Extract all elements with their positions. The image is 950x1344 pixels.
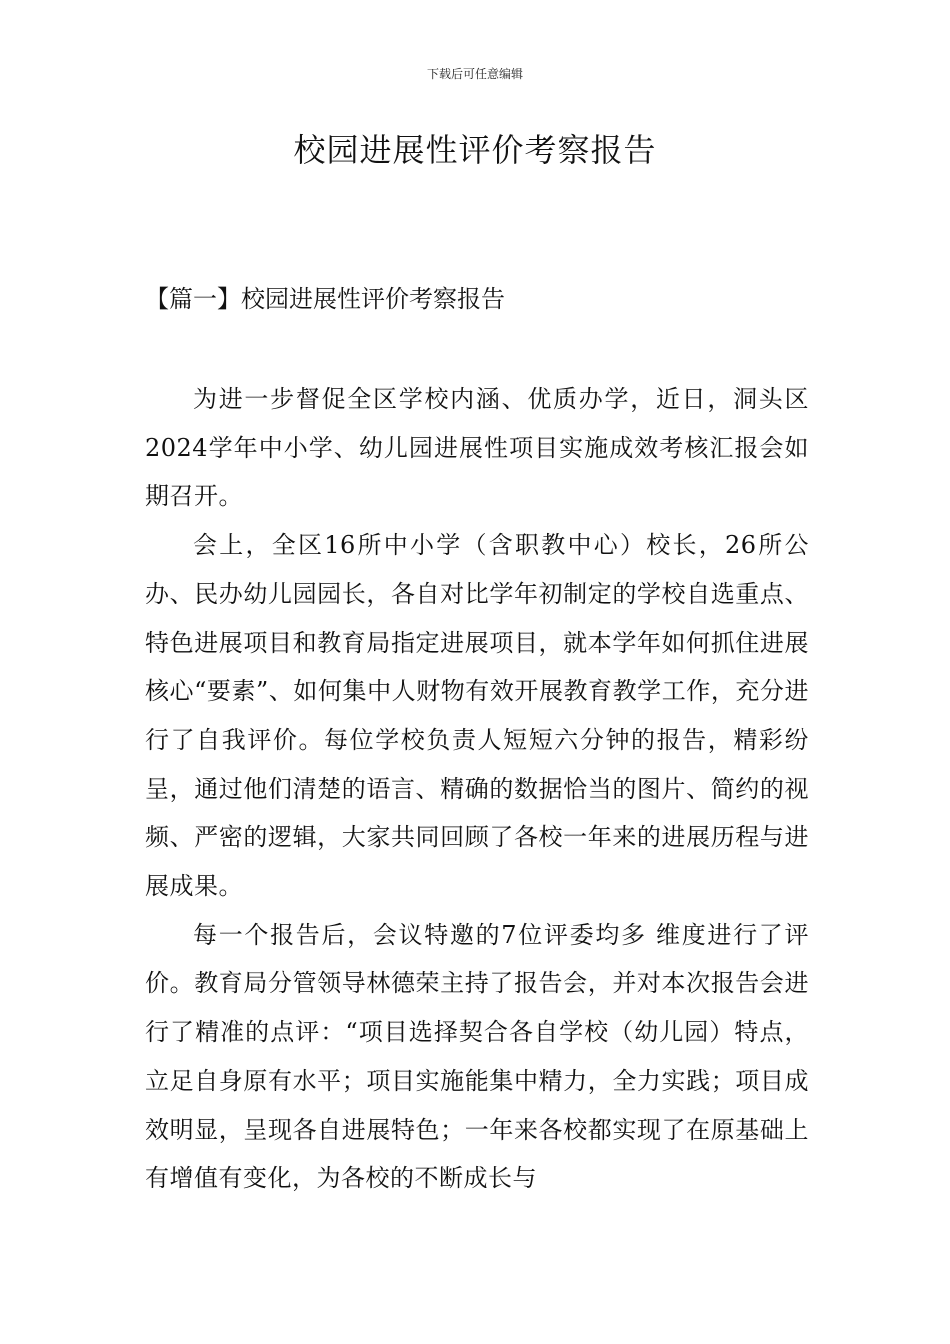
paragraph: 每一个报告后，会议特邀的7位评委均多 维度进行了评价。教育局分管领导林德荣主持了报告会，并对本次报告会进行了精准的点评：“项目选择契合各自学校（幼儿园）特点，立足自身原有水平；项目实施能集中精力，全力实践；项目成效明显，呈现各自进展特色；一年来各校都实现了在原基础上有增值有变化，为各校的不断成长与: [145, 920, 809, 1193]
document-title: 校园进展性评价考察报告: [293, 131, 657, 169]
header-note: 下载后可任意编辑: [426, 67, 523, 81]
section-heading: 【篇一】校园进展性评价考察报告: [145, 285, 505, 313]
body-text: [145, 375, 809, 1203]
paragraph: 为进一步督促全区学校内涵、优质办学，近日，洞头区2024学年中小学、幼儿园进展性项目实施成效考核汇报会如期召开。: [145, 385, 809, 511]
paragraph: 会上，全区16所中小学（含职教中心）校长，26所公办、民办幼儿园园长，各自对比学年初制定的学校自选重点、特色进展项目和教育局指定进展项目，就本学年如何抓住进展核心“要素”、如何集中人财物有效开展教育教学工作，充分进行了自我评价。每位学校负责人短短六分钟的报告，精彩纷呈，通过他们清楚的语言、精确的数据恰当的图片、简约的视频、严密的逻辑，大家共同回顾了各校一年来的进展历程与进展成果。: [145, 531, 809, 901]
